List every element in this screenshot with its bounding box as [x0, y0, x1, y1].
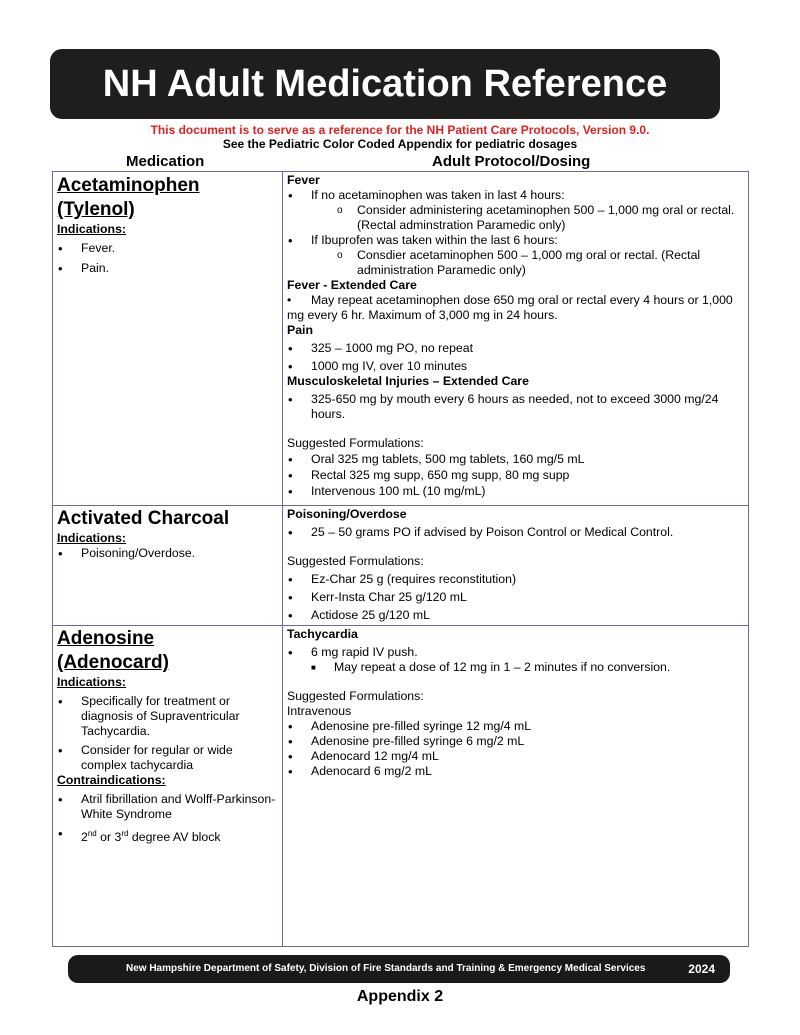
protocol-item: • 6 mg rapid IV push.: [287, 645, 745, 660]
footer-bar: [68, 955, 730, 983]
charcoal-medication-cell: [57, 507, 279, 561]
protocol-item: • If no acetaminophen was taken in last 4 hours:: [287, 188, 745, 203]
contraindication-item: • 2nd or 3rd degree AV block: [57, 826, 279, 845]
formulations-heading: Suggested Formulations:: [287, 689, 424, 703]
formulation-item: • Adenosine pre-filled syringe 6 mg/2 mL: [287, 734, 745, 749]
section-heading: Tachycardia: [287, 627, 358, 641]
protocol-item: • If Ibuprofen was taken within the last 6 hours:: [287, 233, 745, 248]
pediatric-notice: See the Pediatric Color Coded Appendix for pediatric dosages: [222, 137, 578, 151]
formulations-heading: Suggested Formulations:: [287, 554, 424, 568]
indication-item: • Specifically for treatment or diagnosis of Supraventricular Tachycardia.: [57, 694, 279, 739]
indications-label: Indications:: [57, 222, 127, 236]
column-header-protocol: Adult Protocol/Dosing: [432, 153, 591, 170]
drug-brand-name: (Tylenol): [57, 199, 135, 220]
formulation-item: • Kerr-Insta Char 25 g/120 mL: [287, 590, 745, 605]
protocol-subitem: o Consdier acetaminophen 500 – 1,000 mg oral or rectal. (Rectal administration Paramedic only): [287, 248, 745, 278]
protocol-item: • 1000 mg IV, over 10 minutes: [287, 359, 745, 374]
appendix-label: Appendix 2: [356, 988, 444, 1005]
acetaminophen-protocol-cell: [287, 173, 745, 499]
drug-name: Activated Charcoal: [57, 508, 230, 529]
formulation-item: • Ez-Char 25 g (requires reconstitution): [287, 572, 745, 587]
page-title: NH Adult Medication Reference: [50, 49, 720, 119]
drug-brand-name: (Adenocard): [57, 652, 169, 673]
adenosine-protocol-cell: [287, 627, 745, 779]
section-heading: Pain: [287, 323, 313, 337]
indication-item: • Poisoning/Overdose.: [57, 546, 279, 561]
protocol-item: • May repeat acetaminophen dose 650 mg oral or rectal every 4 hours or 1,000 mg every 6 hr. Maximum of 3,000 mg in 24 hours.: [287, 293, 733, 322]
row-divider: [53, 625, 748, 626]
column-header-medication: Medication: [126, 153, 205, 170]
formulation-item: • Intervenous 100 mL (10 mg/mL): [287, 484, 745, 499]
footer-text: New Hampshire Department of Safety, Division of Fire Standards and Training & Emergency Medical Services: [126, 963, 646, 974]
protocol-item: • 325-650 mg by mouth every 6 hours as needed, not to exceed 3000 mg/24 hours.: [287, 392, 745, 422]
contraindication-item: • Atril fibrillation and Wolff-Parkinson-White Syndrome: [57, 792, 279, 822]
formulation-item: • Adenocard 6 mg/2 mL: [287, 764, 745, 779]
protocol-item: • 325 – 1000 mg PO, no repeat: [287, 341, 745, 356]
protocol-notice: This document is to serve as a reference for the NH Patient Care Protocols, Version 9.0.: [150, 123, 650, 137]
indication-item: • Fever.: [57, 241, 279, 256]
formulation-item: • Oral 325 mg tablets, 500 mg tablets, 160 mg/5 mL: [287, 452, 745, 467]
section-heading: Fever - Extended Care: [287, 278, 417, 292]
formulation-item: • Adenocard 12 mg/4 mL: [287, 749, 745, 764]
indication-item: • Consider for regular or wide complex tachycardia: [57, 743, 279, 773]
medication-table: [52, 171, 749, 947]
formulation-item: • Rectal 325 mg supp, 650 mg supp, 80 mg supp: [287, 468, 745, 483]
drug-name: Adenosine: [57, 628, 155, 649]
indications-label: Indications:: [57, 675, 127, 689]
protocol-subitem: o Consider administering acetaminophen 500 – 1,000 mg oral or rectal. (Rectal adminstration Paramedic only): [287, 203, 745, 233]
formulation-item: • Adenosine pre-filled syringe 12 mg/4 mL: [287, 719, 745, 734]
section-heading: Poisoning/Overdose: [287, 507, 407, 521]
drug-name: Acetaminophen: [57, 175, 200, 196]
acetaminophen-medication-cell: [57, 174, 279, 276]
indications-label: Indications:: [57, 531, 127, 545]
section-heading: Fever: [287, 173, 320, 187]
section-heading: Musculoskeletal Injuries – Extended Care: [287, 374, 529, 388]
formulations-heading: Suggested Formulations:: [287, 436, 424, 450]
formulation-item: • Actidose 25 g/120 mL: [287, 608, 745, 623]
adenosine-medication-cell: [57, 627, 279, 845]
contraindications-label: Contraindications:: [57, 773, 166, 787]
indication-item: • Pain.: [57, 261, 279, 276]
charcoal-protocol-cell: [287, 507, 745, 623]
protocol-subitem: ■ May repeat a dose of 12 mg in 1 – 2 minutes if no conversion.: [287, 660, 745, 675]
column-divider: [282, 172, 283, 946]
formulation-route: Intravenous: [287, 704, 352, 718]
row-divider: [53, 505, 748, 506]
footer-year: 2024: [688, 962, 715, 976]
protocol-item: • 25 – 50 grams PO if advised by Poison Control or Medical Control.: [287, 525, 745, 540]
